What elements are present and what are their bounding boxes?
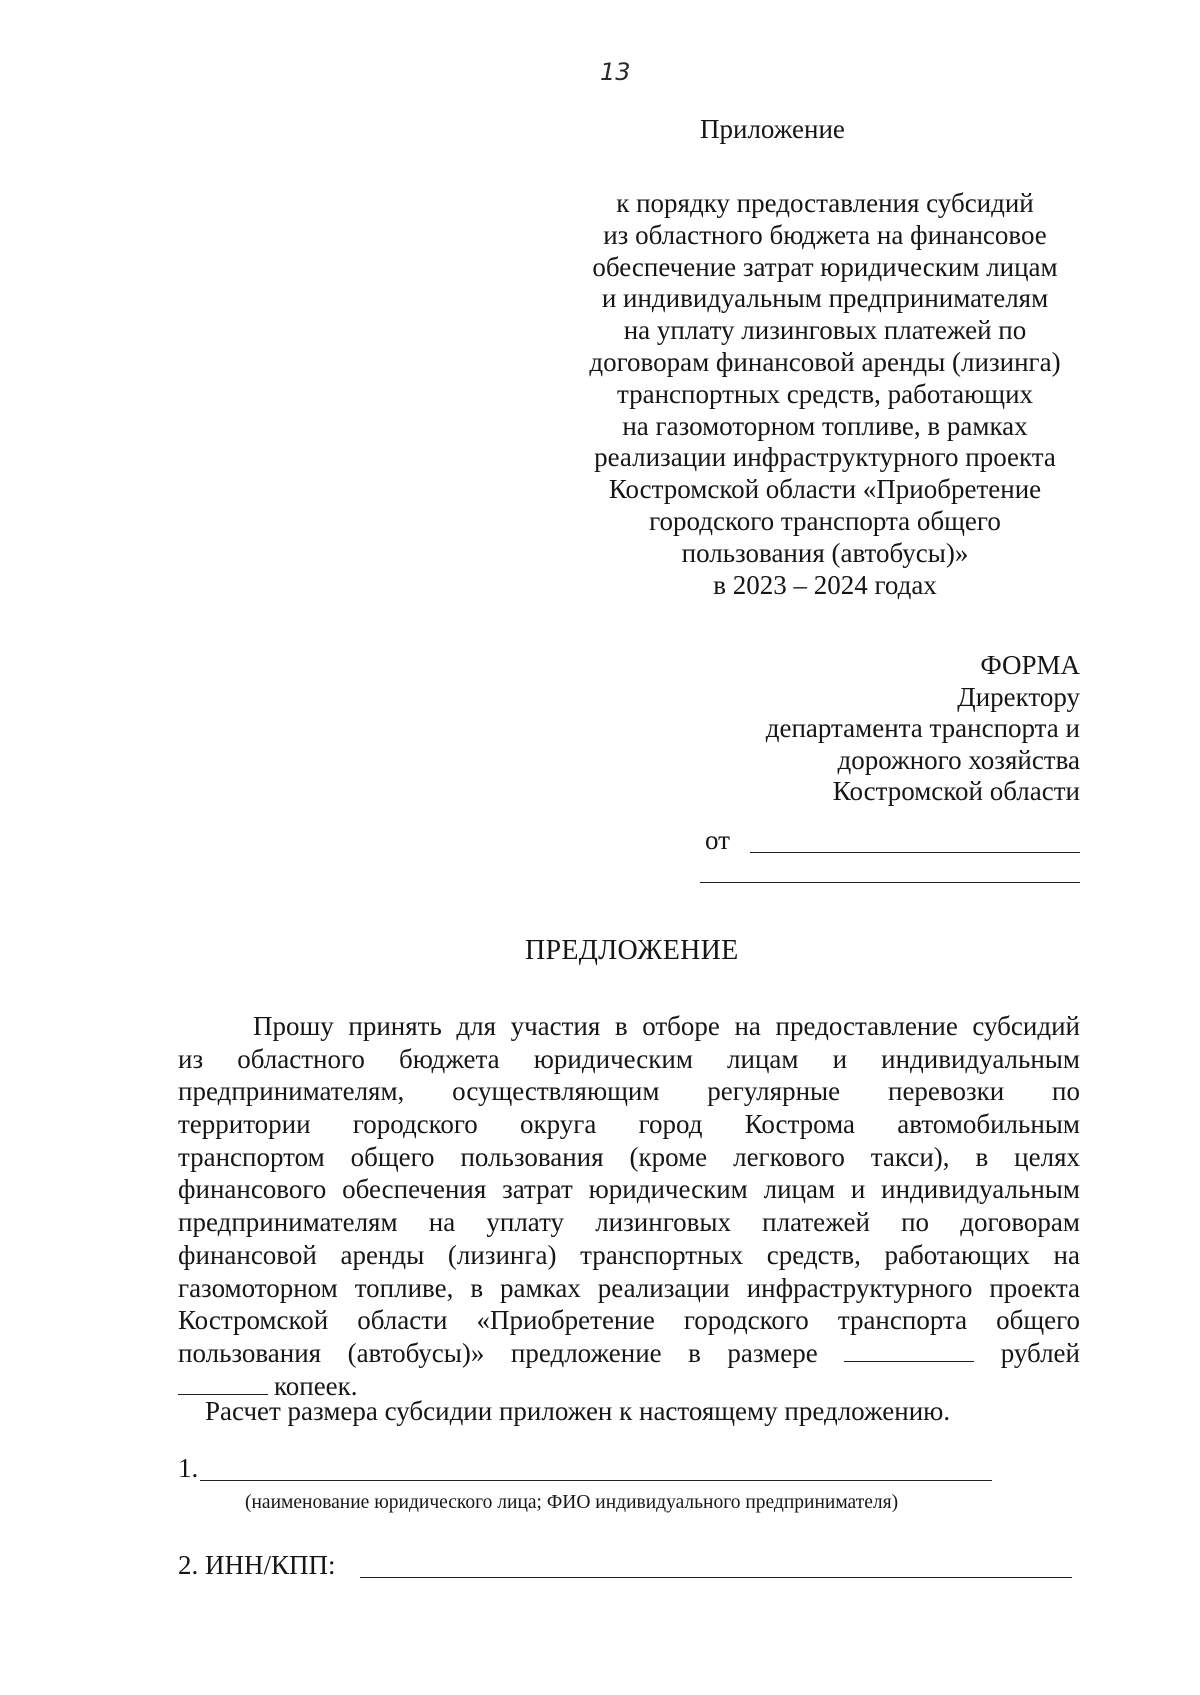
appendix-line: реализации инфраструктурного проекта bbox=[594, 442, 1056, 473]
appendix-line: обеспечение затрат юридическим лицам bbox=[592, 251, 1058, 282]
entity-name-blank[interactable] bbox=[200, 1480, 992, 1481]
amount-line-text: пользования (автобусы)» предложение в размере bbox=[178, 1337, 818, 1368]
from-blank-line-2[interactable] bbox=[700, 882, 1080, 883]
appendix-line: из областного бюджета на финансовое bbox=[603, 219, 1047, 250]
appendix-line: к порядку предоставления субсидий bbox=[616, 188, 1034, 218]
appendix-title: Приложение bbox=[700, 114, 845, 144]
body-line: предпринимателям на уплату лизинговых платежей по договорам bbox=[178, 1207, 1080, 1238]
rubles-word: рублей bbox=[1000, 1337, 1080, 1368]
appendix-line: городского транспорта общего bbox=[649, 505, 1001, 536]
item-1-label: 1. bbox=[178, 1453, 199, 1483]
body-line: финансового обеспечения затрат юридическим лицам и индивидуальным bbox=[178, 1174, 1080, 1205]
appendix-line: в 2023 – 2024 годах bbox=[713, 569, 937, 600]
amount-line bbox=[178, 1337, 1080, 1370]
body-line: транспортом общего пользования (кроме легкового такси), в целях bbox=[178, 1141, 1080, 1172]
rubles-blank[interactable] bbox=[844, 1339, 974, 1362]
appendix-line: пользования (автобусы)» bbox=[681, 537, 969, 568]
body-line: газомоторном топливе, в рамках реализации инфраструктурного проекта bbox=[178, 1272, 1080, 1303]
body-line: предпринимателям, осуществляющим регулярные перевозки по bbox=[178, 1076, 1080, 1107]
document-heading: ПРЕДЛОЖЕНИЕ bbox=[525, 935, 739, 966]
page-number: 13 bbox=[600, 58, 631, 86]
appendix-line: договорам финансовой аренды (лизинга) bbox=[589, 346, 1061, 377]
body-line: территории городского округа город Кострома автомобильным bbox=[178, 1109, 1080, 1140]
form-label: ФОРМА bbox=[980, 650, 1080, 680]
body-line: Прошу принять для участия в отборе на предоставление субсидий bbox=[253, 1011, 1080, 1041]
addressee-block bbox=[660, 650, 1080, 808]
entity-name-caption: (наименование юридического лица; ФИО индивидуального предпринимателя) bbox=[245, 1492, 899, 1513]
kopecks-word: копеек. bbox=[274, 1370, 358, 1401]
appendix-line: на уплату лизинговых платежей по bbox=[623, 315, 1027, 346]
appendix-description bbox=[565, 188, 1085, 601]
from-blank-line-1[interactable] bbox=[750, 852, 1080, 853]
proposal-body bbox=[178, 1010, 1080, 1402]
inn-kpp-blank[interactable] bbox=[360, 1577, 1072, 1578]
addressee-line: Костромской области bbox=[832, 776, 1080, 806]
appendix-line: и индивидуальным предпринимателям bbox=[601, 283, 1049, 314]
appendix-line: на газомоторном топливе, в рамках bbox=[622, 410, 1028, 441]
calculation-note: Расчет размера субсидии приложен к настоящему предложению. bbox=[205, 1396, 951, 1426]
from-label: от bbox=[705, 825, 730, 855]
appendix-line: Костромской области «Приобретение bbox=[608, 474, 1042, 505]
body-line: из областного бюджета юридическим лицам и индивидуальным bbox=[178, 1043, 1080, 1074]
appendix-line: транспортных средств, работающих bbox=[616, 378, 1034, 409]
body-line: Костромской области «Приобретение городского транспорта общего bbox=[178, 1305, 1080, 1336]
kopecks-blank[interactable] bbox=[178, 1372, 268, 1395]
addressee-line: департамента транспорта и bbox=[765, 713, 1080, 743]
item-2-label: 2. ИНН/КПП: bbox=[178, 1550, 336, 1580]
body-line: финансовой аренды (лизинга) транспортных средств, работающих на bbox=[178, 1239, 1080, 1270]
addressee-line: дорожного хозяйства bbox=[837, 744, 1080, 775]
addressee-line: Директору bbox=[957, 681, 1080, 712]
